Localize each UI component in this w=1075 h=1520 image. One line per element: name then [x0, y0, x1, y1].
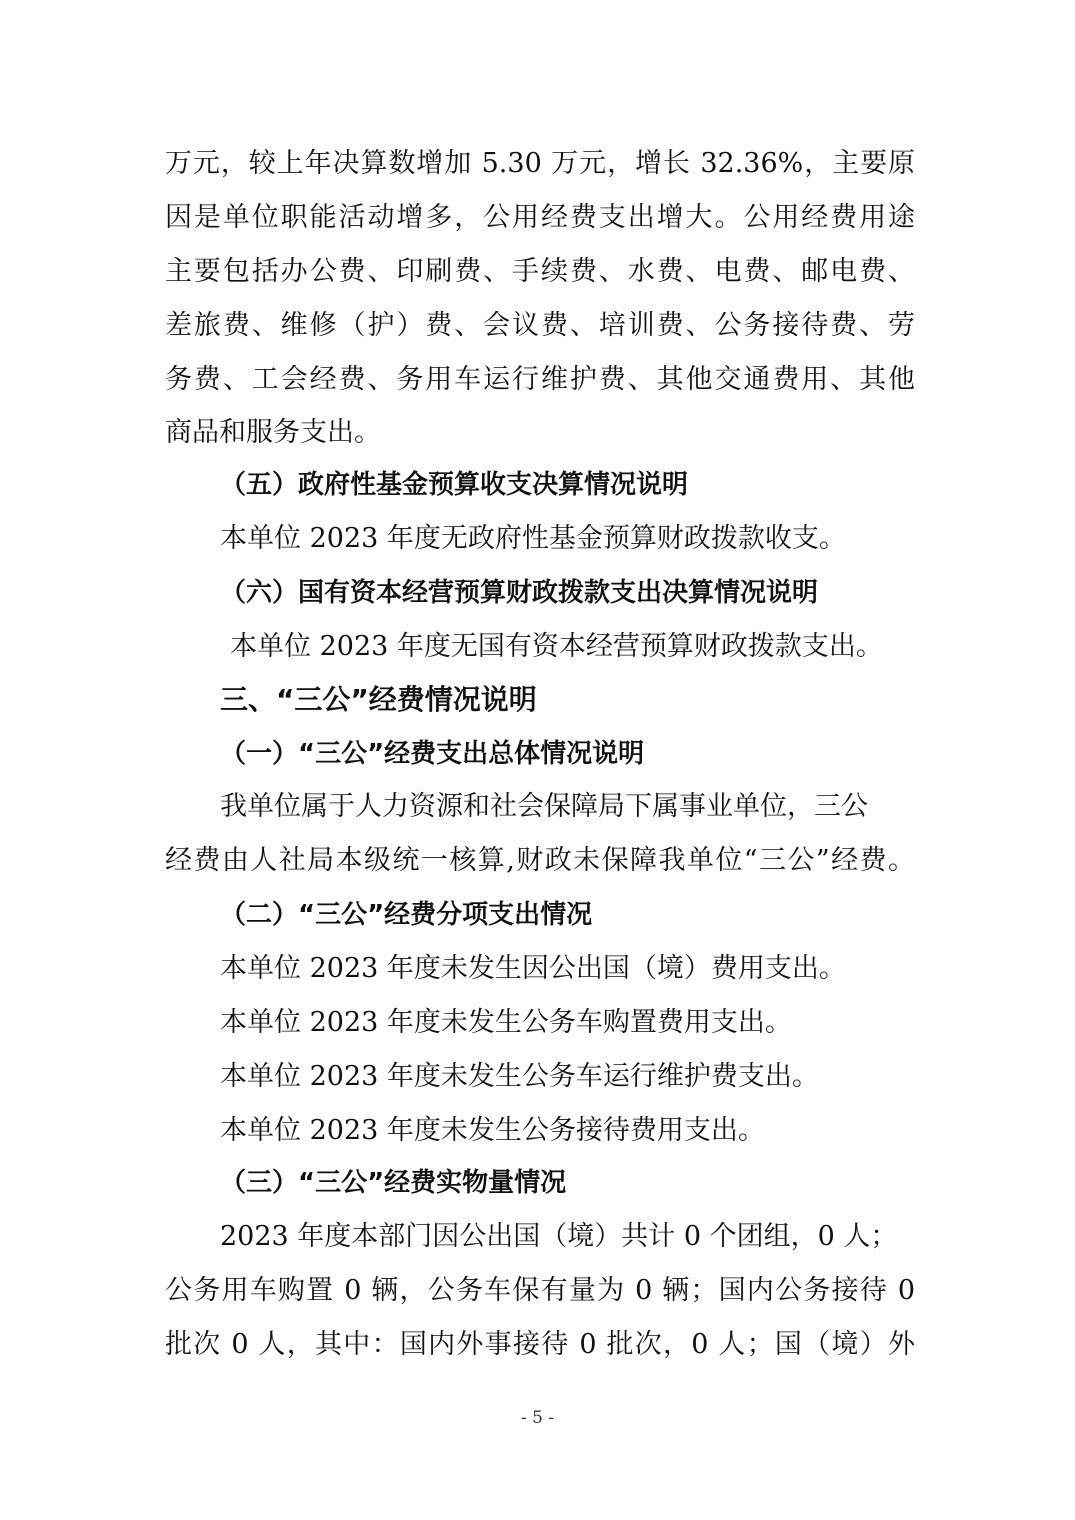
paragraph-line: 批次 0 人，其中：国内外事接待 0 批次，0 人；国（境）外	[165, 1329, 915, 1360]
paragraph-line: 主要包括办公费、印刷费、手续费、水费、电费、邮电费、	[165, 256, 915, 287]
list-item: 本单位 2023 年度未发生公务接待费用支出。	[220, 1115, 765, 1146]
section-5-body: 本单位 2023 年度无政府性基金预算财政拨款收支。	[220, 523, 846, 554]
section-heading-5: （五）政府性基金预算收支决算情况说明	[220, 470, 689, 500]
section-heading-6: （六）国有资本经营预算财政拨款支出决算情况说明	[220, 578, 819, 608]
subsection-heading-2: （二）“三公”经费分项支出情况	[220, 900, 593, 930]
section-6-body: 本单位 2023 年度无国有资本经营预算财政拨款支出。	[230, 631, 883, 662]
paragraph-line: 商品和服务支出。	[165, 417, 381, 448]
paragraph-line: 因是单位职能活动增多，公用经费支出增大。公用经费用途	[165, 202, 915, 233]
paragraph-line: 经费由人社局本级统一核算,财政未保障我单位“三公”经费。	[165, 845, 915, 876]
section-heading-3: 三、“三公”经费情况说明	[220, 683, 537, 716]
page-number: - 5 -	[520, 1408, 555, 1428]
paragraph-line: 我单位属于人力资源和社会保障局下属事业单位，三公	[220, 791, 868, 822]
list-item: 本单位 2023 年度未发生公务车运行维护费支出。	[220, 1061, 819, 1092]
paragraph-line: 公务用车购置 0 辆，公务车保有量为 0 辆；国内公务接待 0	[165, 1275, 915, 1306]
list-item: 本单位 2023 年度未发生因公出国（境）费用支出。	[220, 953, 846, 984]
subsection-heading-3: （三）“三公”经费实物量情况	[220, 1168, 567, 1198]
subsection-heading-1: （一）“三公”经费支出总体情况说明	[220, 739, 645, 769]
paragraph-line: 万元，较上年决算数增加 5.30 万元，增长 32.36%，主要原	[165, 148, 915, 179]
paragraph-line: 2023 年度本部门因公出国（境）共计 0 个团组，0 人；	[220, 1221, 898, 1252]
paragraph-line: 差旅费、维修（护）费、会议费、培训费、公务接待费、劳	[165, 310, 915, 341]
list-item: 本单位 2023 年度未发生公务车购置费用支出。	[220, 1007, 792, 1038]
paragraph-line: 务费、工会经费、务用车运行维护费、其他交通费用、其他	[165, 364, 915, 395]
